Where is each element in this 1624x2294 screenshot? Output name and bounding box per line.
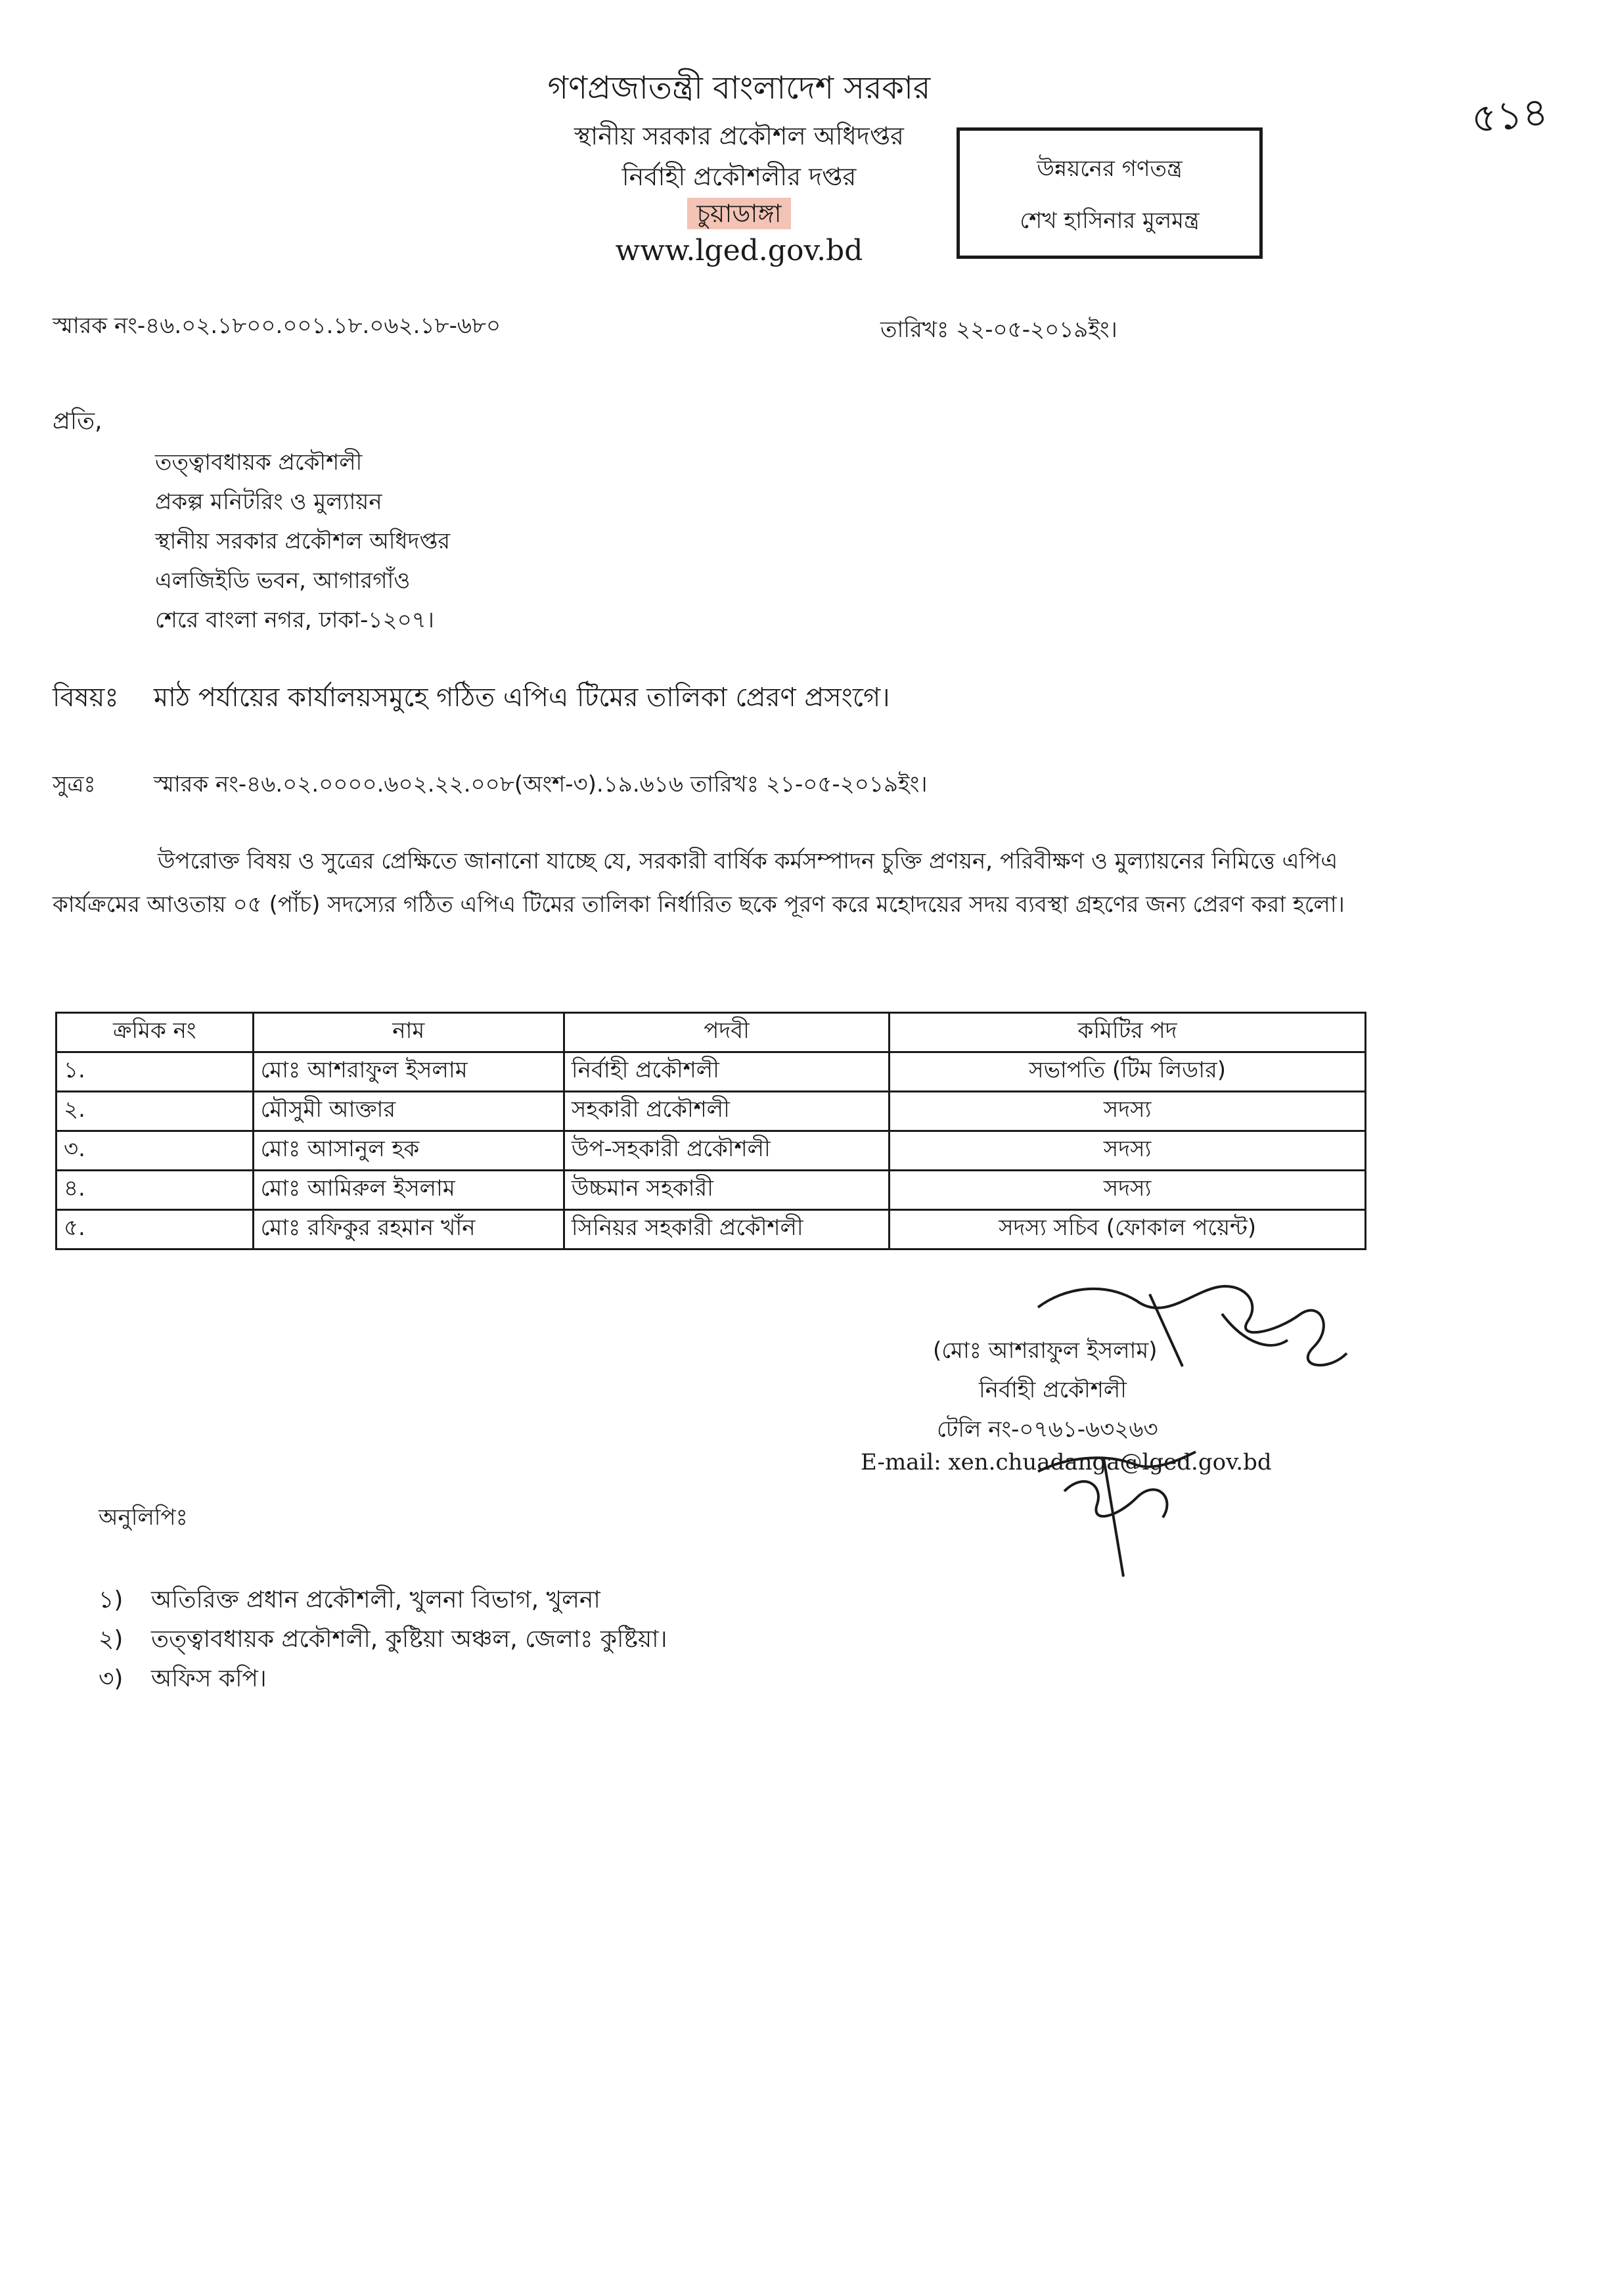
header-website: www.lged.gov.bd bbox=[615, 234, 863, 267]
table-row bbox=[56, 1210, 1366, 1249]
reference bbox=[53, 767, 928, 805]
memo-number: স্মারক নং-৪৬.০২.১৮০০.০০১.১৮.০৬২.১৮-৬৮০ bbox=[53, 313, 501, 339]
to-label: প্রতি, bbox=[53, 408, 102, 435]
table-row bbox=[56, 1171, 1366, 1210]
cell-name: মৌসুমী আক্তার bbox=[253, 1092, 564, 1131]
cell-designation: সহকারী প্রকৌশলী bbox=[564, 1092, 889, 1131]
recipient-line: এলজিইডি ভবন, আগারগাঁও bbox=[155, 568, 411, 594]
recipient-line: তত্ত্বাবধায়ক প্রকৌশলী bbox=[155, 449, 363, 476]
cc-item-number: ১) bbox=[99, 1586, 124, 1613]
cc-label: অনুলিপিঃ bbox=[99, 1504, 188, 1531]
header-district-highlight: চুয়াডাঙ্গা bbox=[687, 198, 790, 229]
recipient-line: শেরে বাংলা নগর, ঢাকা-১২০৭। bbox=[155, 607, 434, 633]
cell-designation: নির্বাহী প্রকৌশলী bbox=[564, 1052, 889, 1092]
reference-label: সুত্রঃ bbox=[53, 771, 96, 798]
cell-designation: সিনিয়র সহকারী প্রকৌশলী bbox=[564, 1210, 889, 1249]
table-row bbox=[56, 1092, 1366, 1131]
signatory-designation: নির্বাহী প্রকৌশলী bbox=[979, 1377, 1127, 1403]
slogan-line-1: উন্নয়নের গণতন্ত্র bbox=[1037, 156, 1183, 182]
subject-label: বিষয়ঃ bbox=[53, 683, 119, 713]
table-row bbox=[56, 1052, 1366, 1092]
cell-name: মোঃ আমিরুল ইসলাম bbox=[253, 1171, 564, 1210]
cell-committee-role: সভাপতি (টিম লিডার) bbox=[890, 1052, 1366, 1092]
header-government: গণপ্রজাতন্ত্রী বাংলাদেশ সরকার bbox=[547, 70, 931, 106]
cell-serial: ৩. bbox=[56, 1131, 254, 1171]
cc-item bbox=[99, 1582, 600, 1621]
cc-item bbox=[99, 1661, 267, 1700]
cell-name: মোঃ রফিকুর রহমান খাঁন bbox=[253, 1210, 564, 1249]
body-paragraph: উপরোক্ত বিষয় ও সুত্রের প্রেক্ষিতে জানানো যাচ্ছে যে, সরকারী বার্ষিক কর্মসম্পাদন চুক্তি প্রণয়ন, পরিবীক্ষণ ও মুল্যায়নের নিমিত্তে এপিএ কার্যক্রমের আওতায় ০৫ (পাঁচ) সদস্যের গঠিত এপিএ টিমের তালিকা নির্ধারিত ছকে পূরণ করে মহোদয়ের সদয় ব্যবস্থা গ্রহণের জন্য প্রেরণ করা হলো। bbox=[53, 848, 1345, 918]
slogan-line-2: শেখ হাসিনার মুলমন্ত্র bbox=[1020, 208, 1200, 234]
cell-serial: ১. bbox=[56, 1052, 254, 1092]
cc-item-text: অতিরিক্ত প্রধান প্রকৌশলী, খুলনা বিভাগ, খুলনা bbox=[151, 1586, 600, 1613]
cc-item-number: ২) bbox=[99, 1626, 124, 1653]
table-header-row bbox=[56, 1013, 1366, 1052]
cell-committee-role: সদস্য bbox=[890, 1092, 1366, 1131]
cell-name: মোঃ আশরাফুল ইসলাম bbox=[253, 1052, 564, 1092]
signatory-phone: টেলি নং-০৭৬১-৬৩২৬৩ bbox=[937, 1416, 1158, 1443]
cell-committee-role: সদস্য bbox=[890, 1131, 1366, 1171]
letter-date: তারিখঃ ২২-০৫-২০১৯ইং। bbox=[880, 317, 1117, 343]
cell-serial: ২. bbox=[56, 1092, 254, 1131]
signatory-email: E-mail: xen.chuadanga@lged.gov.bd bbox=[861, 1449, 1272, 1475]
handwritten-page-number: ৫১৪ bbox=[1469, 89, 1550, 143]
slogan-box bbox=[957, 127, 1263, 259]
cell-designation: উপ-সহকারী প্রকৌশলী bbox=[564, 1131, 889, 1171]
cell-committee-role: সদস্য সচিব (ফোকাল পয়েন্ট) bbox=[890, 1210, 1366, 1249]
apa-team-table bbox=[55, 1012, 1366, 1250]
subject-text: মাঠ পর্যায়ের কার্যালয়সমুহে গঠিত এপিএ টিমের তালিকা প্রেরণ প্রসংগে। bbox=[154, 683, 890, 713]
recipient-line: স্থানীয় সরকার প্রকৌশল অধিদপ্তর bbox=[155, 528, 451, 554]
cell-serial: ৫. bbox=[56, 1210, 254, 1249]
column-header-designation: পদবী bbox=[564, 1013, 889, 1052]
cc-item-number: ৩) bbox=[99, 1665, 124, 1692]
header-office: নির্বাহী প্রকৌশলীর দপ্তর bbox=[621, 162, 857, 191]
cc-item-text: তত্ত্বাবধায়ক প্রকৌশলী, কুষ্টিয়া অঞ্চল, জেলাঃ কুষ্টিয়া। bbox=[151, 1626, 667, 1653]
cell-serial: ৪. bbox=[56, 1171, 254, 1210]
cell-committee-role: সদস্য bbox=[890, 1171, 1366, 1210]
column-header-name: নাম bbox=[253, 1013, 564, 1052]
table-row bbox=[56, 1131, 1366, 1171]
cell-name: মোঃ আসানুল হক bbox=[253, 1131, 564, 1171]
column-header-serial: ক্রমিক নং bbox=[56, 1013, 254, 1052]
cell-designation: উচ্চমান সহকারী bbox=[564, 1171, 889, 1210]
column-header-committee-role: কমিটির পদ bbox=[890, 1013, 1366, 1052]
header-department: স্থানীয় সরকার প্রকৌশল অধিদপ্তর bbox=[574, 122, 904, 150]
subject bbox=[53, 677, 890, 721]
recipient-line: প্রকল্প মনিটরিং ও মুল্যায়ন bbox=[155, 489, 382, 515]
cc-item bbox=[99, 1621, 667, 1661]
reference-text: স্মারক নং-৪৬.০২.০০০০.৬০২.২২.০০৮(অংশ-৩).১৯.৬১৬ তারিখঃ ২১-০৫-২০১৯ইং। bbox=[154, 771, 928, 798]
cc-item-text: অফিস কপি। bbox=[151, 1665, 267, 1692]
signatory-name: (মোঃ আশরাফুল ইসলাম) bbox=[933, 1338, 1158, 1364]
